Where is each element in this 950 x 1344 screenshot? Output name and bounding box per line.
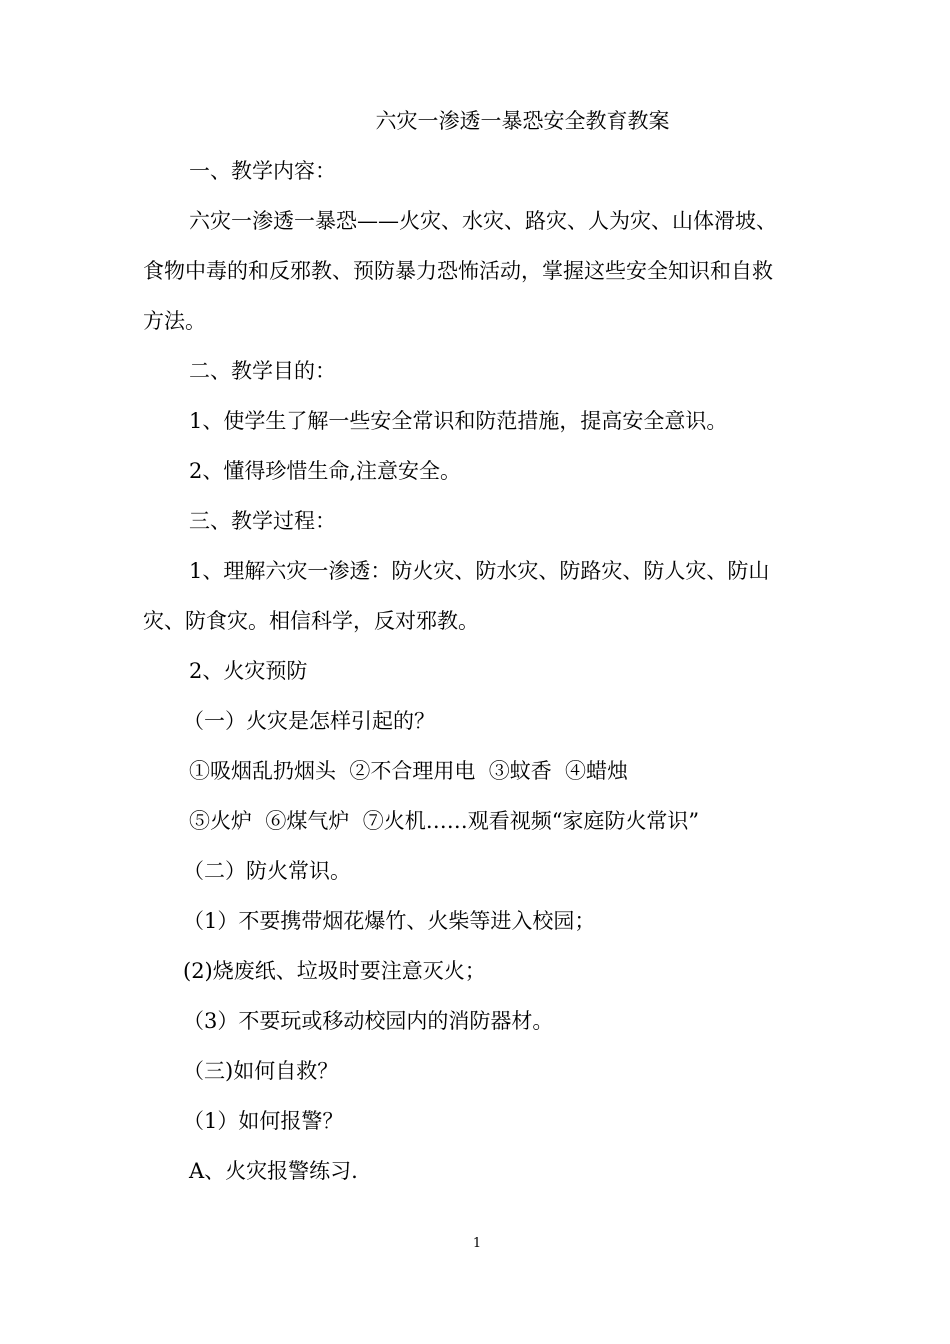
list-item: （3）不要玩或移动校园内的消防器材。 <box>183 1009 554 1033</box>
list-item: (2)烧废纸、垃圾时要注意灭火； <box>183 959 486 983</box>
list-item: （1）不要携带烟花爆竹、火柴等进入校园； <box>183 909 596 933</box>
subheading-self-rescue: （三)如何自救？ <box>183 1059 339 1083</box>
section-heading-content: 一、教学内容： <box>189 159 336 183</box>
page-number: 1 <box>472 1236 482 1251</box>
subheading-fire-prevention: 2、火灾预防 <box>189 659 308 683</box>
paragraph-line: 食物中毒的和反邪教、预防暴力恐怖活动，掌握这些安全知识和自救 <box>143 259 773 283</box>
section-heading-process: 三、教学过程： <box>189 509 336 533</box>
list-item: ⑤火炉 ⑥煤气炉 ⑦火机……观看视频“家庭防火常识” <box>189 809 700 833</box>
list-item: （1）如何报警？ <box>183 1109 344 1133</box>
paragraph-line: 六灾一渗透一暴恐——火灾、水灾、路灾、人为灾、山体滑坡、 <box>189 209 777 233</box>
list-item: A、火灾报警练习. <box>189 1159 358 1183</box>
list-item: ①吸烟乱扔烟头 ②不合理用电 ③蚊香 ④蜡烛 <box>189 759 629 783</box>
document-body <box>143 155 813 1187</box>
goal-item: 2、懂得珍惜生命,注意安全。 <box>189 459 462 483</box>
paragraph-line: 灾、防食灾。相信科学，反对邪教。 <box>143 609 479 633</box>
subheading-fire-knowledge: （二）防火常识。 <box>183 859 351 883</box>
paragraph-line: 方法。 <box>143 309 206 333</box>
paragraph-line: 1、理解六灾一渗透：防火灾、防水灾、防路灾、防人灾、防山 <box>189 559 770 583</box>
goal-item: 1、使学生了解一些安全常识和防范措施，提高安全意识。 <box>189 409 728 433</box>
section-heading-goals: 二、教学目的： <box>189 359 336 383</box>
subheading-fire-causes: （一）火灾是怎样引起的？ <box>183 709 435 733</box>
document-title: 六灾一渗透一暴恐安全教育教案 <box>375 109 670 133</box>
